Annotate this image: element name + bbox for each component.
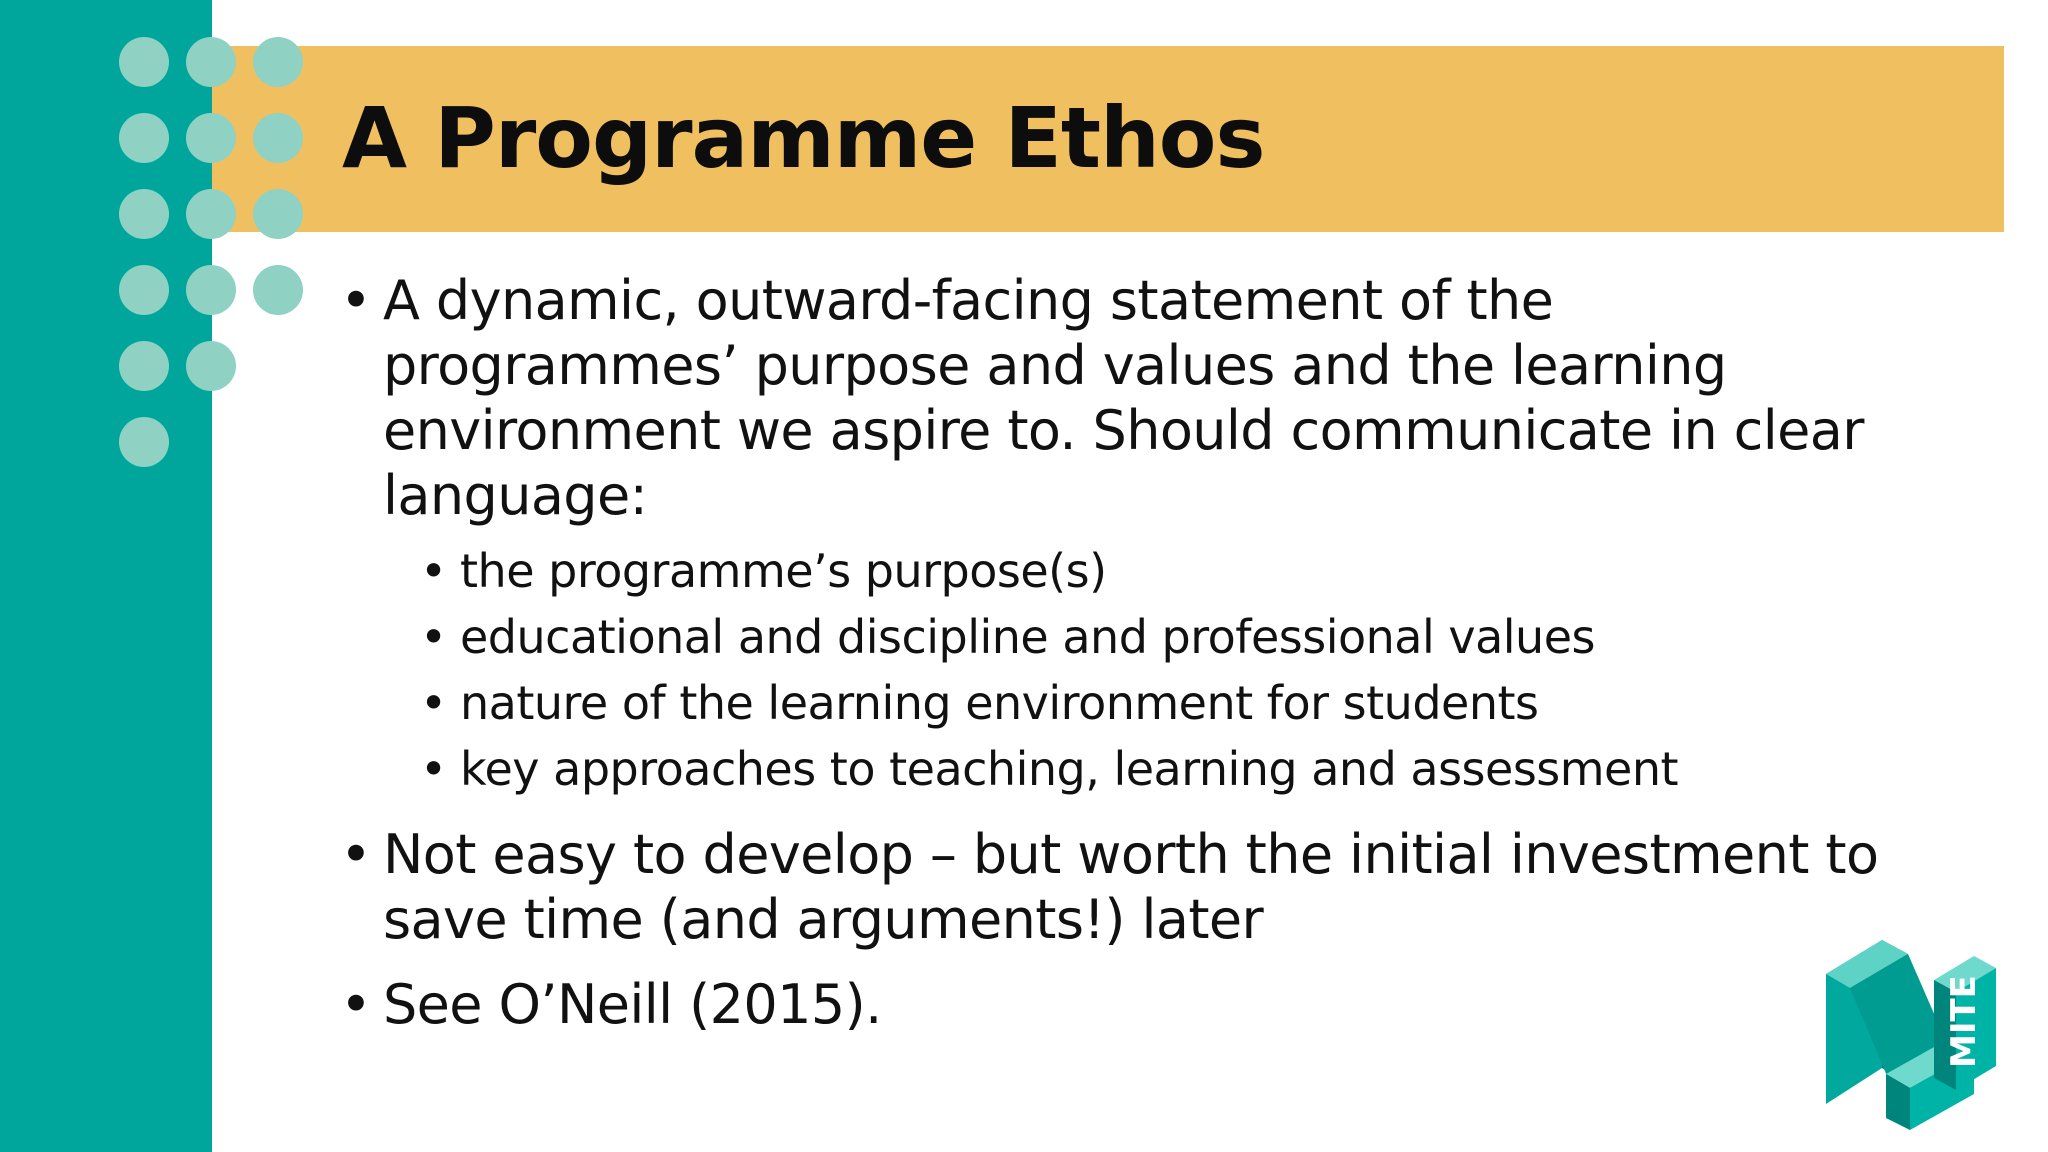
- dot: [119, 113, 169, 163]
- bullet-list: [340, 268, 1920, 1037]
- dot: [119, 189, 169, 239]
- dot: [253, 37, 303, 87]
- dot: [253, 265, 303, 315]
- dot: [119, 37, 169, 87]
- sub-bullet-item: • educational and discipline and professional values: [420, 604, 1920, 670]
- sub-bullet-list: [340, 538, 1920, 802]
- sub-bullet-item: • nature of the learning environment for students: [420, 670, 1920, 736]
- dot: [186, 265, 236, 315]
- bullet-item: [340, 268, 1920, 528]
- dot: [253, 189, 303, 239]
- dot: [253, 113, 303, 163]
- dot: [186, 37, 236, 87]
- slide-title: A Programme Ethos: [342, 89, 1265, 187]
- logo-text: MITE: [1944, 975, 1984, 1068]
- dot: [119, 417, 169, 467]
- dot: [186, 189, 236, 239]
- sub-bullet-item: • key approaches to teaching, learning and assessment: [420, 736, 1920, 802]
- bullet-text: Not easy to develop – but worth the initial investment to save time (and arguments!) later: [383, 823, 1879, 951]
- dot: [119, 265, 169, 315]
- nmite-logo-icon: [1820, 918, 2012, 1134]
- dot: [186, 113, 236, 163]
- bullet-text: A dynamic, outward-facing statement of the programmes’ purpose and values and the learning environment we aspire to. Should communicate in clear language:: [383, 269, 1864, 527]
- sub-bullet-item: • the programme’s purpose(s): [420, 538, 1920, 604]
- decorative-dot-grid: [0, 0, 320, 480]
- dot: [186, 341, 236, 391]
- dot: [119, 341, 169, 391]
- bullet-item: [340, 822, 1920, 952]
- bullet-text: See O’Neill (2015).: [383, 973, 882, 1036]
- bullet-item: [340, 972, 1920, 1037]
